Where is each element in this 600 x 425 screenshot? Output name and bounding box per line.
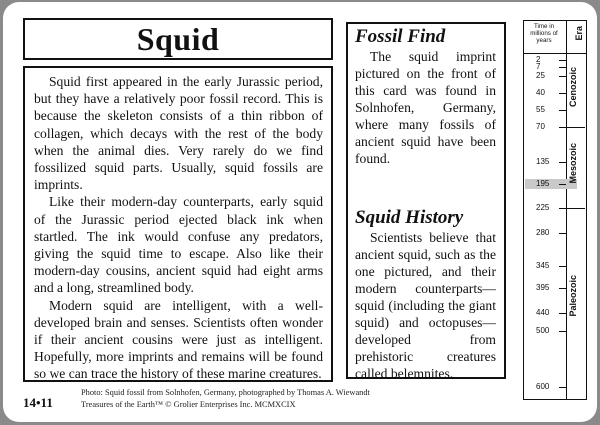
timeline-divider	[566, 21, 567, 399]
fossil-card	[3, 2, 597, 422]
fossil-find-text: The squid imprint pictured on the front of this card was found in Solnhofen, Germany, where many fossils of ancient squid have been found.	[355, 49, 496, 166]
copyright-text: Treasures of the Earth™ © Grolier Enterprises Inc. MCMXCIX	[81, 400, 296, 409]
main-paragraph-1: Squid first appeared in the early Jurassic period, but they have a relatively poor fossil record. This is because the skeleton consists of a thin ribbon of collagen, which decays with the rest of the body when the animal dies. Very rarely do we find fossilized squid parts. Usually, squid fossils are imprints.	[34, 74, 323, 193]
main-paragraph-3: Modern squid are intelligent, with a well-developed brain and senses. Scientists often wonder if their ancient cousins were just as intelligent. Hopefully, more imprints and remains will be found so we can trace the history of these marine creatures.	[34, 297, 323, 382]
era-separator	[567, 127, 585, 128]
fossil-find-heading: Fossil Find	[355, 26, 446, 47]
footer	[23, 384, 513, 422]
main-paragraph-2: Like their modern-day counterparts, early squid of the Jurassic period ejected black ink when startled. The ink would confuse any predators, giving the squid time to escape. Also like their modern-day cousins, ancient squid had eight arms and a long, streamlined body.	[34, 194, 323, 296]
page-title: Squid	[136, 20, 220, 57]
squid-history-text: Scientists believe that ancient squid, such as the one pictured, and their modern counterparts—squid (including the giant squid) and octopuses—developed from prehistoric creatures called belemnites.	[355, 230, 496, 381]
era-label-paleozoic: Paleozoic	[568, 275, 578, 317]
era-label-cenozoic: Cenozoic	[568, 67, 578, 108]
title-box	[23, 18, 333, 60]
timeline-header	[524, 21, 586, 54]
geologic-timeline: Time in millions of years Era 2 7 25 40 55 70 135 195 225 280 345 395 440 500 600 Cenozoic Mesozoic Paleozoic	[523, 20, 587, 400]
era-label-mesozoic: Mesozoic	[568, 143, 578, 184]
era-header-label: Era	[574, 26, 584, 41]
card-number: 14•11	[23, 395, 53, 410]
side-column	[346, 22, 506, 379]
main-text-box	[23, 66, 333, 382]
photo-credit: Photo: Squid fossil from Solnhofen, Germany, photographed by Thomas A. Wiewandt	[81, 388, 370, 397]
credit-block	[81, 387, 370, 411]
era-separator	[567, 208, 585, 209]
squid-history-heading: Squid History	[355, 207, 464, 228]
time-header-label: Time in millions of years	[530, 23, 558, 44]
